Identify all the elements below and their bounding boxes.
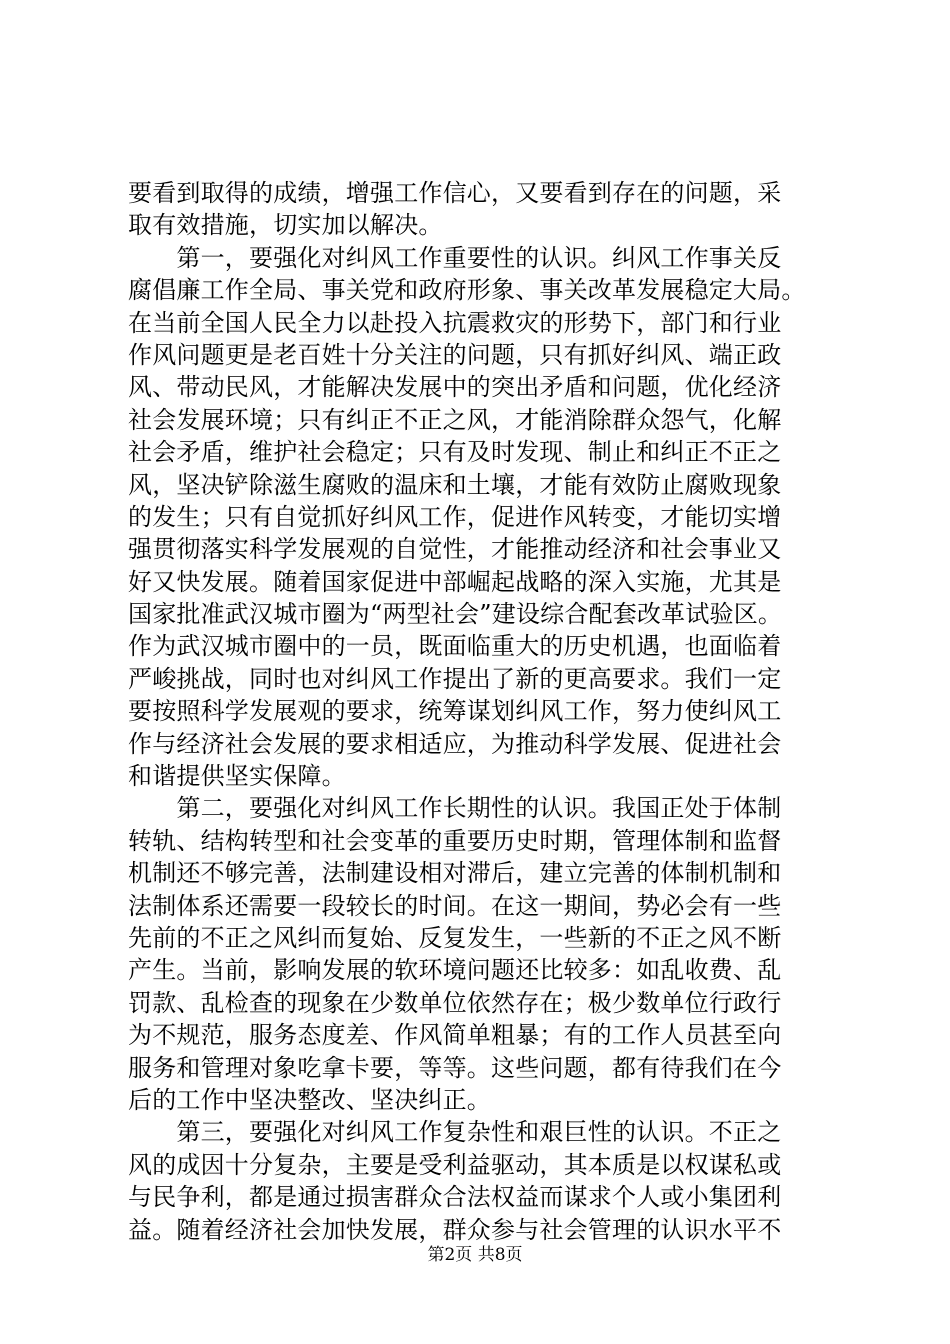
text-line: 作风问题更是老百姓十分关注的问题，只有抓好纠风、端正政 (128, 340, 782, 369)
text-line: 第三，要强化对纠风工作复杂性和艰巨性的认识。不正之 (128, 1118, 782, 1147)
text-line: 在当前全国人民全力以赴投入抗震救灾的形势下，部门和行业 (128, 308, 782, 337)
text-line: 作与经济社会发展的要求相适应，为推动科学发展、促进社会 (128, 729, 782, 758)
text-line: 罚款、乱检查的现象在少数单位依然存在；极少数单位行政行 (128, 988, 782, 1017)
text-line: 风，坚决铲除滋生腐败的温床和土壤，才能有效防止腐败现象 (128, 470, 782, 499)
text-line: 取有效措施，切实加以解决。 (128, 211, 443, 240)
text-line: 益。随着经济社会加快发展，群众参与社会管理的认识水平不 (128, 1215, 782, 1244)
text-line: 强贯彻落实科学发展观的自觉性，才能推动经济和社会事业又 (128, 535, 782, 564)
text-line: 转轨、结构转型和社会变革的重要历史时期，管理体制和监督 (128, 826, 782, 855)
text-line: 产生。当前，影响发展的软环境问题还比较多：如乱收费、乱 (128, 956, 782, 985)
text-line: 严峻挑战，同时也对纠风工作提出了新的更高要求。我们一定 (128, 664, 782, 693)
text-line: 后的工作中坚决整改、坚决纠正。 (128, 1085, 491, 1114)
text-line: 第二，要强化对纠风工作长期性的认识。我国正处于体制 (128, 794, 782, 823)
text-line: 社会发展环境；只有纠正不正之风，才能消除群众怨气，化解 (128, 405, 782, 434)
text-line: 机制还不够完善，法制建设相对滞后，建立完善的体制机制和 (128, 859, 782, 888)
text-line: 风的成因十分复杂，主要是受利益驱动，其本质是以权谋私或 (128, 1150, 782, 1179)
text-line: 服务和管理对象吃拿卡要，等等。这些问题，都有待我们在今 (128, 1053, 782, 1082)
text-line: 社会矛盾，维护社会稳定；只有及时发现、制止和纠正不正之 (128, 438, 782, 467)
page-footer: 第2页 共8页 (427, 1245, 523, 1265)
text-line: 的发生；只有自觉抓好纠风工作，促进作风转变，才能切实增 (128, 502, 782, 531)
text-line: 第一，要强化对纠风工作重要性的认识。纠风工作事关反 (128, 243, 782, 272)
text-line: 国家批准武汉城市圈为“两型社会”建设综合配套改革试验区。 (128, 600, 783, 629)
text-line: 法制体系还需要一段较长的时间。在这一期间，势必会有一些 (128, 891, 782, 920)
text-line: 要看到取得的成绩，增强工作信心，又要看到存在的问题，采 (128, 179, 782, 207)
text-line: 为不规范，服务态度差、作风简单粗暴；有的工作人员甚至向 (128, 1021, 782, 1050)
text-line: 先前的不正之风纠而复始、反复发生，一些新的不正之风不断 (128, 923, 782, 952)
text-line: 作为武汉城市圈中的一员，既面临重大的历史机遇，也面临着 (128, 632, 782, 661)
text-line: 风、带动民风，才能解决发展中的突出矛盾和问题，优化经济 (128, 373, 782, 402)
document-body (128, 177, 828, 1246)
text-line: 与民争利，都是通过损害群众合法权益而谋求个人或小集团利 (128, 1183, 782, 1212)
text-line: 好又快发展。随着国家促进中部崛起战略的深入实施，尤其是 (128, 567, 782, 596)
text-line: 要按照科学发展观的要求，统筹谋划纠风工作，努力使纠风工 (128, 697, 782, 726)
text-line: 腐倡廉工作全局、事关党和政府形象、事关改革发展稳定大局。 (128, 276, 806, 305)
text-line: 和谐提供坚实保障。 (128, 762, 346, 791)
